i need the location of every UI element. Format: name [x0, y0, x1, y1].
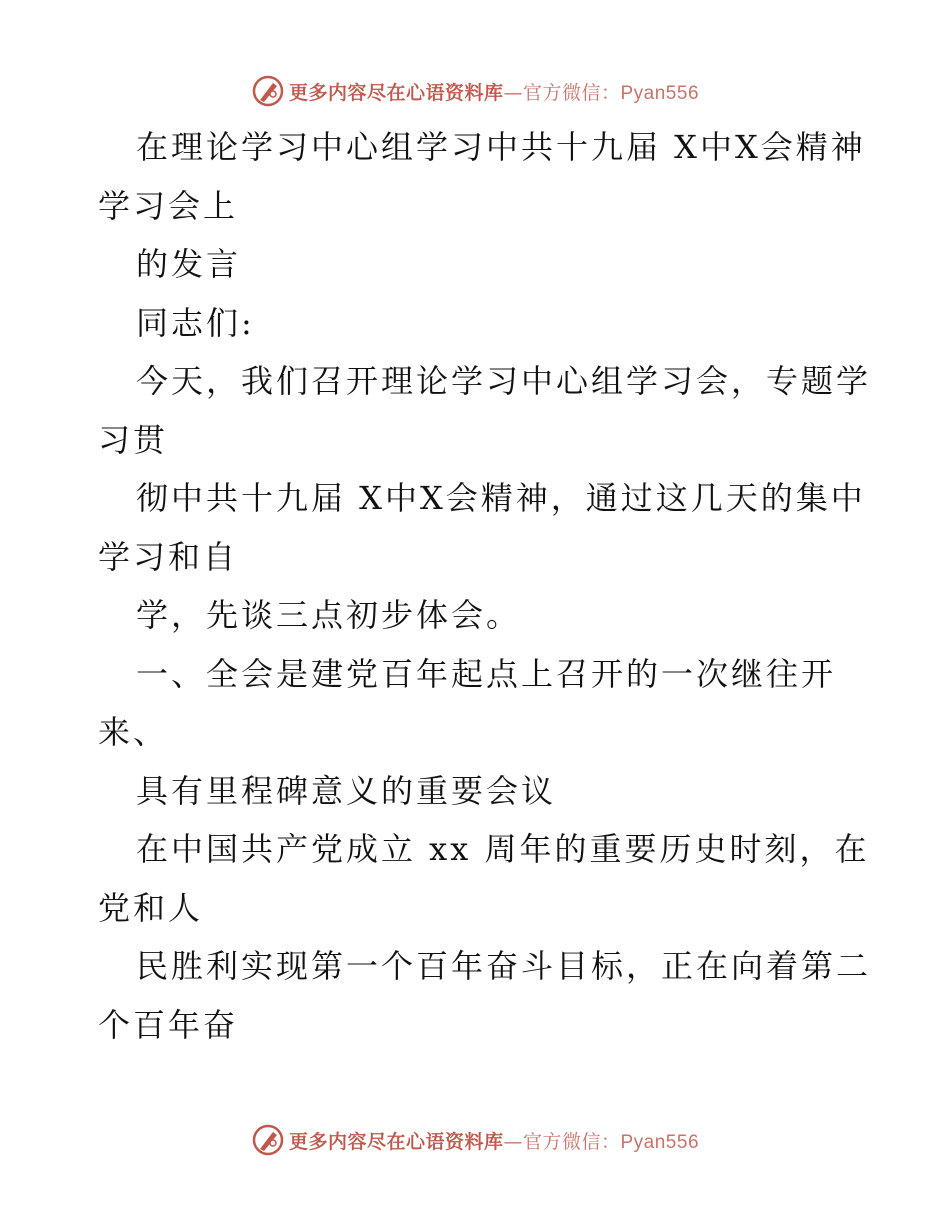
- text-line: 学习会上: [98, 186, 239, 225]
- pen-logo-icon: [251, 1123, 285, 1157]
- footer-watermark: [0, 1120, 950, 1160]
- text-line: 学习和自: [98, 537, 239, 576]
- text-line: 习贯: [98, 420, 169, 459]
- text-line: 今天，我们召开理论学习中心组学习会，专题学: [136, 362, 872, 400]
- text-line: 在理论学习中心组学习中共十九届 X中X会精神: [136, 128, 866, 166]
- document-body: [98, 118, 872, 1054]
- text-line: 彻中共十九届 X中X会精神，通过这几天的集中: [136, 479, 866, 517]
- pen-logo-icon: [251, 74, 285, 108]
- watermark-site: 更多内容尽在心语资料库: [288, 1130, 504, 1153]
- text-line: 在中国共产党成立 xx 周年的重要历史时刻，在: [136, 830, 870, 868]
- text-line: 的发言: [136, 245, 242, 283]
- text-line: 来、: [98, 713, 169, 751]
- header-watermark: [0, 71, 950, 111]
- text-line: 党和人: [98, 888, 204, 927]
- watermark-text: [289, 78, 699, 105]
- watermark-wechat-id: Pyan556: [620, 1131, 700, 1153]
- watermark-wechat-id: Pyan556: [620, 82, 700, 104]
- text-line: 学，先谈三点初步体会。: [136, 596, 522, 634]
- watermark-text: [289, 1127, 699, 1154]
- watermark-dash: —: [503, 1130, 523, 1153]
- text-line: 同志们:: [136, 303, 255, 342]
- text-line: 具有里程碑意义的重要会议: [136, 771, 557, 810]
- watermark-site: 更多内容尽在心语资料库: [288, 81, 504, 104]
- text-line: 民胜利实现第一个百年奋斗目标，正在向着第二: [136, 947, 872, 985]
- watermark-dash: —: [503, 81, 523, 104]
- watermark-wechat-label: 官方微信：: [522, 81, 621, 104]
- watermark-wechat-label: 官方微信：: [522, 1130, 621, 1153]
- text-line: 个百年奋: [98, 1005, 239, 1044]
- text-line: 一、全会是建党百年起点上召开的一次继往开: [136, 654, 837, 693]
